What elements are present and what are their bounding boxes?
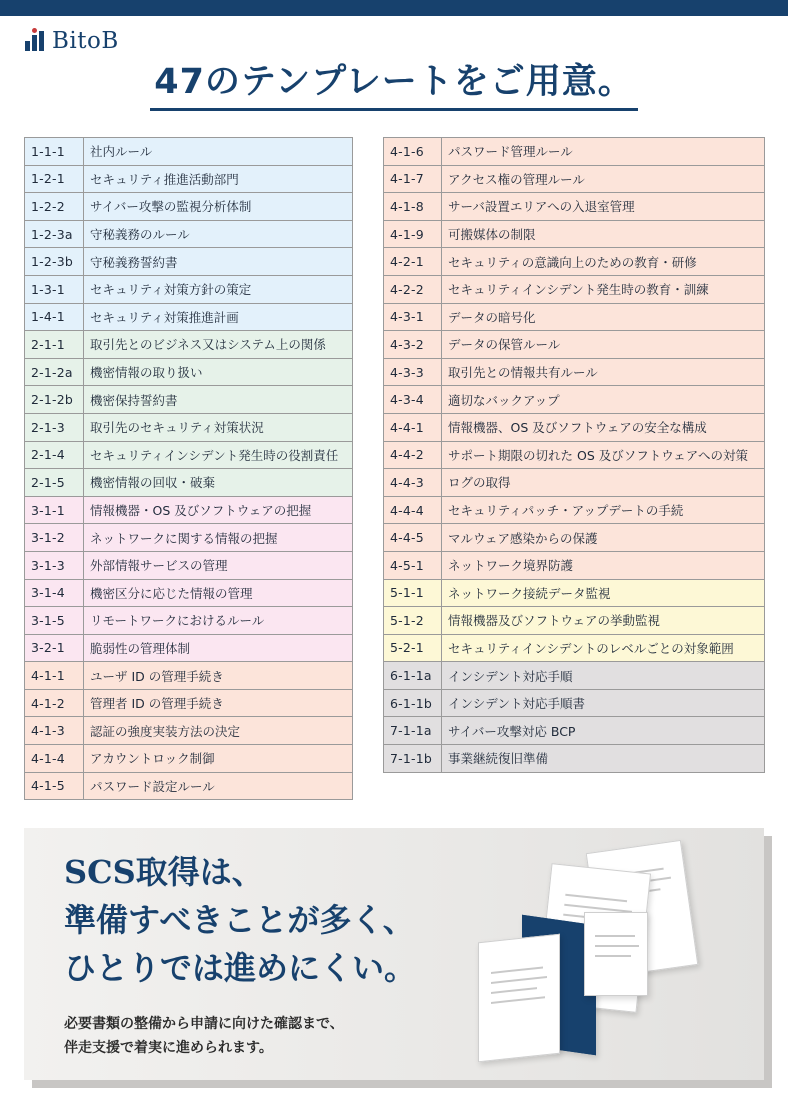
template-title: 可搬媒体の制限 bbox=[442, 220, 765, 248]
template-title: 社内ルール bbox=[84, 138, 353, 166]
template-code: 3-2-1 bbox=[25, 634, 84, 662]
template-row bbox=[384, 413, 765, 441]
template-row bbox=[25, 772, 353, 800]
template-row bbox=[25, 275, 353, 303]
template-row bbox=[25, 165, 353, 193]
brand-logo[interactable] bbox=[25, 28, 119, 54]
template-title: サイバー攻撃の監視分析体制 bbox=[84, 193, 353, 221]
template-code: 4-3-3 bbox=[384, 358, 442, 386]
template-title: 機密情報の回収・破棄 bbox=[84, 469, 353, 497]
template-title: 機密保持誓約書 bbox=[84, 386, 353, 414]
template-title: 認証の強度実装方法の決定 bbox=[84, 717, 353, 745]
template-row bbox=[384, 275, 765, 303]
template-code: 4-1-1 bbox=[25, 662, 84, 690]
template-row bbox=[384, 745, 765, 773]
template-row bbox=[384, 469, 765, 497]
template-title: 取引先のセキュリティ対策状況 bbox=[84, 413, 353, 441]
template-title: 適切なバックアップ bbox=[442, 386, 765, 414]
template-title: 外部情報サービスの管理 bbox=[84, 551, 353, 579]
template-title: 取引先との情報共有ルール bbox=[442, 358, 765, 386]
template-title: マルウェア感染からの保護 bbox=[442, 524, 765, 552]
template-code: 4-1-8 bbox=[384, 193, 442, 221]
template-code: 1-2-3b bbox=[25, 248, 84, 276]
template-code: 4-4-1 bbox=[384, 413, 442, 441]
template-row bbox=[384, 496, 765, 524]
banner-title-line: SCS取得は、 bbox=[64, 853, 264, 891]
template-code: 4-3-2 bbox=[384, 331, 442, 359]
template-title: データの暗号化 bbox=[442, 303, 765, 331]
template-row bbox=[25, 220, 353, 248]
template-code: 4-1-2 bbox=[25, 689, 84, 717]
template-row bbox=[384, 689, 765, 717]
template-title: ユーザ ID の管理手続き bbox=[84, 662, 353, 690]
template-row bbox=[25, 138, 353, 166]
template-row bbox=[25, 441, 353, 469]
template-code: 1-2-3a bbox=[25, 220, 84, 248]
template-code: 1-1-1 bbox=[25, 138, 84, 166]
template-title: セキュリティの意識向上のための教育・研修 bbox=[442, 248, 765, 276]
template-code: 5-2-1 bbox=[384, 634, 442, 662]
template-code: 2-1-2a bbox=[25, 358, 84, 386]
template-title: アカウントロック制御 bbox=[84, 745, 353, 773]
template-row bbox=[25, 303, 353, 331]
banner-title-line: ひとりでは進めにくい。 bbox=[64, 949, 417, 987]
template-code: 2-1-5 bbox=[25, 469, 84, 497]
template-title: アクセス権の管理ルール bbox=[442, 165, 765, 193]
template-title: セキュリティインシデントのレベルごとの対象範囲 bbox=[442, 634, 765, 662]
template-row bbox=[25, 358, 353, 386]
template-title: セキュリティインシデント発生時の役割責任 bbox=[84, 441, 353, 469]
banner-title bbox=[64, 848, 416, 992]
template-code: 4-2-1 bbox=[384, 248, 442, 276]
template-title: サイバー攻撃対応 BCP bbox=[442, 717, 765, 745]
template-row bbox=[25, 689, 353, 717]
template-row bbox=[25, 331, 353, 359]
template-code: 2-1-3 bbox=[25, 413, 84, 441]
template-code: 4-4-2 bbox=[384, 441, 442, 469]
template-code: 4-5-1 bbox=[384, 551, 442, 579]
template-row bbox=[25, 413, 353, 441]
template-row bbox=[25, 551, 353, 579]
template-title: 管理者 ID の管理手続き bbox=[84, 689, 353, 717]
template-row bbox=[384, 386, 765, 414]
template-row bbox=[25, 662, 353, 690]
template-row bbox=[384, 441, 765, 469]
template-code: 2-1-4 bbox=[25, 441, 84, 469]
template-row bbox=[25, 717, 353, 745]
template-code: 4-3-4 bbox=[384, 386, 442, 414]
template-title: インシデント対応手順書 bbox=[442, 689, 765, 717]
template-row bbox=[384, 331, 765, 359]
template-row bbox=[25, 634, 353, 662]
template-code: 4-1-6 bbox=[384, 138, 442, 166]
template-title: 機密区分に応じた情報の管理 bbox=[84, 579, 353, 607]
template-code: 5-1-1 bbox=[384, 579, 442, 607]
page-headline: 47のテンプレートをご用意。 bbox=[150, 60, 638, 111]
template-row bbox=[25, 745, 353, 773]
template-title: ログの取得 bbox=[442, 469, 765, 497]
template-row bbox=[25, 469, 353, 497]
template-title: リモートワークにおけるルール bbox=[84, 607, 353, 635]
template-code: 6-1-1b bbox=[384, 689, 442, 717]
template-row bbox=[384, 579, 765, 607]
template-title: ネットワークに関する情報の把握 bbox=[84, 524, 353, 552]
template-row bbox=[25, 607, 353, 635]
template-title: パスワード設定ルール bbox=[84, 772, 353, 800]
template-row bbox=[384, 193, 765, 221]
template-row bbox=[384, 551, 765, 579]
template-row bbox=[384, 634, 765, 662]
banner-sub-line: 必要書類の整備から申請に向けた確認まで、 bbox=[64, 1016, 344, 1032]
template-title: サーバ設置エリアへの入退室管理 bbox=[442, 193, 765, 221]
banner-subtitle bbox=[64, 1012, 344, 1060]
template-code: 1-4-1 bbox=[25, 303, 84, 331]
template-code: 4-1-9 bbox=[384, 220, 442, 248]
template-row bbox=[25, 496, 353, 524]
template-code: 2-1-1 bbox=[25, 331, 84, 359]
banner-sub-line: 伴走支援で着実に進められます。 bbox=[64, 1040, 273, 1056]
template-row bbox=[25, 193, 353, 221]
template-table-left bbox=[24, 137, 353, 800]
template-row bbox=[384, 524, 765, 552]
template-code: 3-1-1 bbox=[25, 496, 84, 524]
bar-chart-logo-icon bbox=[25, 31, 47, 51]
template-title: セキュリティ推進活動部門 bbox=[84, 165, 353, 193]
template-title: データの保管ルール bbox=[442, 331, 765, 359]
template-code: 4-1-7 bbox=[384, 165, 442, 193]
template-title: インシデント対応手順 bbox=[442, 662, 765, 690]
template-title: 情報機器及びソフトウェアの挙動監視 bbox=[442, 607, 765, 635]
promo-banner bbox=[24, 828, 764, 1080]
template-code: 7-1-1b bbox=[384, 745, 442, 773]
template-title: 脆弱性の管理体制 bbox=[84, 634, 353, 662]
template-code: 3-1-3 bbox=[25, 551, 84, 579]
document-stack-icon bbox=[444, 828, 764, 1080]
template-title: パスワード管理ルール bbox=[442, 138, 765, 166]
banner-title-line: 準備すべきことが多く、 bbox=[64, 901, 415, 939]
template-code: 1-2-1 bbox=[25, 165, 84, 193]
template-title: セキュリティパッチ・アップデートの手続 bbox=[442, 496, 765, 524]
template-code: 3-1-4 bbox=[25, 579, 84, 607]
template-code: 5-1-2 bbox=[384, 607, 442, 635]
template-row bbox=[384, 138, 765, 166]
template-title: 守秘義務のルール bbox=[84, 220, 353, 248]
template-row bbox=[25, 524, 353, 552]
template-title: セキュリティ対策方針の策定 bbox=[84, 275, 353, 303]
template-title: ネットワーク境界防護 bbox=[442, 551, 765, 579]
template-code: 6-1-1a bbox=[384, 662, 442, 690]
template-code: 1-3-1 bbox=[25, 275, 84, 303]
top-bar bbox=[0, 0, 788, 16]
template-row bbox=[384, 303, 765, 331]
template-row bbox=[25, 386, 353, 414]
template-code: 4-1-5 bbox=[25, 772, 84, 800]
template-title: 事業継続復旧準備 bbox=[442, 745, 765, 773]
template-code: 4-1-4 bbox=[25, 745, 84, 773]
template-row bbox=[384, 358, 765, 386]
template-code: 2-1-2b bbox=[25, 386, 84, 414]
template-title: サポート期限の切れた OS 及びソフトウェアへの対策 bbox=[442, 441, 765, 469]
template-code: 1-2-2 bbox=[25, 193, 84, 221]
template-row bbox=[384, 607, 765, 635]
template-code: 4-2-2 bbox=[384, 275, 442, 303]
template-title: 守秘義務誓約書 bbox=[84, 248, 353, 276]
template-title: 情報機器・OS 及びソフトウェアの把握 bbox=[84, 496, 353, 524]
template-code: 4-4-3 bbox=[384, 469, 442, 497]
template-row bbox=[384, 248, 765, 276]
headline-wrap bbox=[0, 60, 788, 111]
template-title: 機密情報の取り扱い bbox=[84, 358, 353, 386]
template-row bbox=[384, 220, 765, 248]
template-row bbox=[25, 579, 353, 607]
template-title: セキュリティインシデント発生時の教育・訓練 bbox=[442, 275, 765, 303]
template-code: 3-1-2 bbox=[25, 524, 84, 552]
template-row bbox=[25, 248, 353, 276]
template-row bbox=[384, 717, 765, 745]
template-title: セキュリティ対策推進計画 bbox=[84, 303, 353, 331]
template-title: 情報機器、OS 及びソフトウェアの安全な構成 bbox=[442, 413, 765, 441]
template-table-right bbox=[383, 137, 765, 773]
template-title: 取引先とのビジネス又はシステム上の関係 bbox=[84, 331, 353, 359]
template-code: 4-3-1 bbox=[384, 303, 442, 331]
template-row bbox=[384, 662, 765, 690]
template-code: 4-4-5 bbox=[384, 524, 442, 552]
template-code: 7-1-1a bbox=[384, 717, 442, 745]
logo-text: BitoB bbox=[52, 28, 119, 54]
template-code: 4-4-4 bbox=[384, 496, 442, 524]
template-row bbox=[384, 165, 765, 193]
template-code: 4-1-3 bbox=[25, 717, 84, 745]
template-code: 3-1-5 bbox=[25, 607, 84, 635]
template-title: ネットワーク接続データ監視 bbox=[442, 579, 765, 607]
